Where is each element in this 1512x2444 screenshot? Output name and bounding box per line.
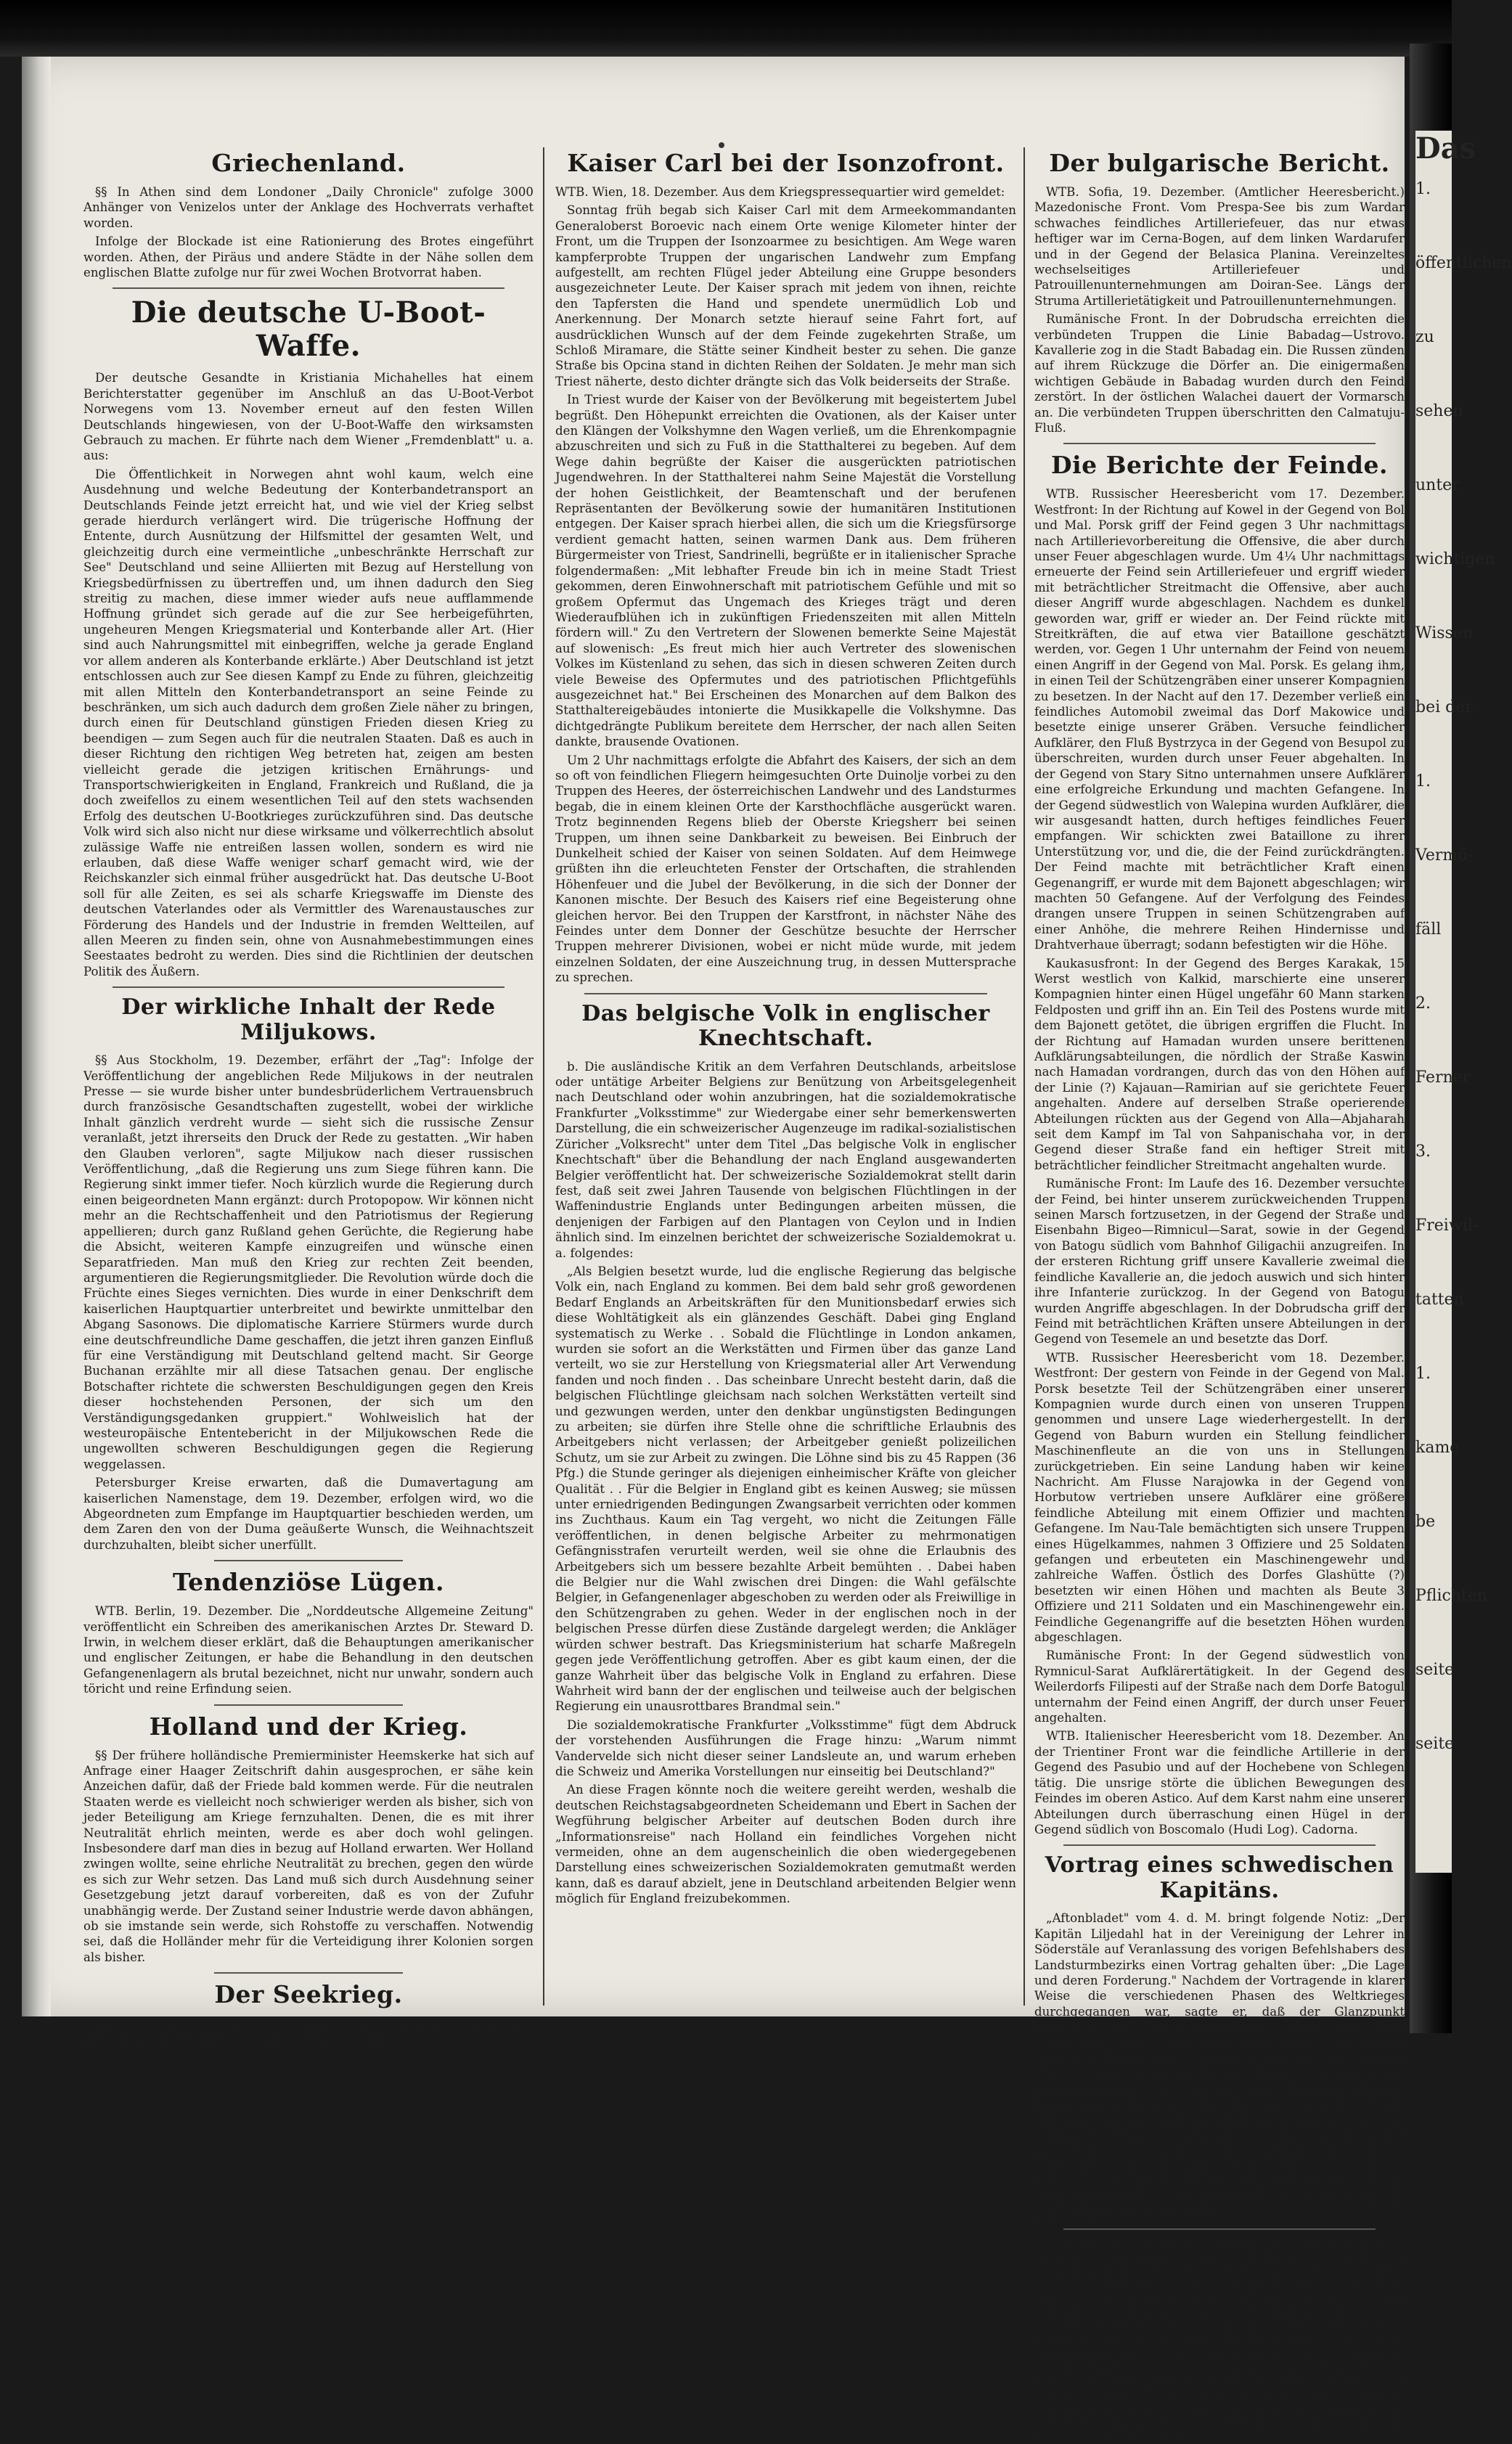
article-text: WTB. Russischer Heeresbericht vom 18. Dezember. Westfront: Der gestern von Feinde in der Gegend von Mal. Porsk besetzte Teil der Schützengräben einer unserer Kompagnien wurde durch einen von unseren Truppen genommen und unsere Lage wiederhergestellt. In der Gegend von Baburn wurden ein Stellung feindlicher Maschinenfleute an die von uns in Stellungen zurückgetrieben. Ein seine Landung haben wir keine Nachricht. Am Flusse Narajowka in der Gegend von Horbutow vertrieben unsere Aufklärer eine größere feindliche Abteilung mit einem Offizier und machten Gefangene. Im Nau-Tale bemächtigten sich unsere Truppen eines Hügelkammes, nahmen 3 Offiziere und 25 Soldaten gefangen und erbeuteten ein Maschinengewehr und zahlreiche Waffen. Östlich des Dorfes Glashütte (?) besetzten wir einen Höhen und machten als Beute 3 Offiziere und 211 Soldaten und ein Maschinengewehr ein. Feindliche Gegenangriffe auf die besetzten Höhen wurden abgeschlagen. bbox=[1034, 1350, 1405, 1645]
article-text: WTB. London, 19. Dezember. Nach einer Lloydsmeldung ist der portugiesische Dampfer „Cascais" versenkt worden. bbox=[83, 2016, 534, 2046]
edge-fragment: 2. bbox=[1415, 994, 1431, 1013]
headline-tendenz: Tendenziöse Lügen. bbox=[173, 1568, 444, 1597]
article-text: Rumänische Front. In der Dobrudscha erreichten die verbündeten Truppen die Linie Babadag—Ustrovo. Kavallerie zog in die Stadt Babadag ein. Die Russen zünden auf ihrem Rückzuge die Dörfer an. Die einigermaßen wichtigen Gebäude in Babadag wurden durch den Feind zerstört. In der östlichen Walachei dauert der Vormarsch an. Die verbündeten Truppen überschritten den Calmatuju-Fluß. bbox=[1034, 312, 1405, 436]
headline-uboot: Die deutsche U-Boot-Waffe. bbox=[131, 295, 486, 364]
newspaper-page bbox=[22, 57, 1405, 2444]
section-divider bbox=[113, 287, 504, 289]
section-divider bbox=[113, 986, 504, 988]
article-text: Der deutsche Gesandte in Kristiania Michahelles hat einem Berichterstatter gegenüber im Anschluß an das U-Boot-Verbot Norwegens vom 13. November erneut auf den festen Willen Deutschlands hingewiesen, von der U-Boot-Waffe den wirksamsten Gebrauch zu machen. Er führte nach dem Wiener „Fremdenblatt" u. a. aus: bbox=[83, 371, 534, 463]
article-text: Petersburger Kreise erwarten, daß die Dumavertagung am kaiserlichen Namenstage, dem 19. Dezember, erfolgen wird, wo die Abgeordneten zum Empfange im Hauptquartier beschieden werden, um dem Zaren den von der Duma geäußerte Wunsch, die Weihnachtszeit durchzuhalten, bleibt sicher unerfüllt. bbox=[83, 1476, 534, 1552]
edge-fragment: zu bbox=[1415, 328, 1434, 346]
section-divider bbox=[214, 1704, 403, 1706]
edge-fragment: Pflichten bbox=[1415, 1587, 1488, 1605]
edge-fragment: Vermö- bbox=[1415, 846, 1473, 865]
column-rule-2 bbox=[1023, 147, 1025, 2006]
edge-text-lines bbox=[1415, 179, 1512, 1755]
headline-griechenland: Griechenland. bbox=[211, 149, 406, 177]
headline-holland: Holland und der Krieg. bbox=[149, 1712, 468, 1741]
article-text: Die sozialdemokratische Frankfurter „Volksstimme" fügt dem Abdruck der vorstehenden Ausführungen die Frage hinzu: „Warum nimmt Vandervelde sich nicht dieser seiner Landsleute an, und warum erheben die Schweiz und Amerika Vorstellungen nur einseitig bei Deutschland?" bbox=[555, 1717, 1016, 1778]
article-text: In Triest wurde der Kaiser von der Bevölkerung mit begeistertem Jubel begrüßt. Den Höhepunkt erreichten die Ovationen, als der Kaiser unter den Klängen der Volkshymne den Wagen verließ, um die Ehrenkompagnie abzuschreiten und sich zu Fuß in die Statthalterei zu begeben. Auf dem Wege dahin begrüßte der Kaiser die ausgerückten patriotischen Jugendwehren. In der Statthalterei nahm Seine Majestät die Vorstellung der hohen Geistlichkeit, der Beamtenschaft und der berufenen Repräsentanten der Bevölkerung sowie der humanitären Institutionen entgegen. Der Kaiser sprach hierbei allen, die sich um die Kriegsfürsorge verdient gemacht hatten, seinen warmen Dank aus. Dem früheren Bürgermeister von Triest, Sandrinelli, begrüßte er in italienischer Sprache folgendermaßen: „Mit lebhafter Freude bin ich in meine Stadt Triest gekommen, deren Einwohnerschaft mit patriotischem Gefühle und mit so großem Opfermut das Ungemach des Krieges trägt und deren Wiederaufblühen ich in zukünftigen Friedenszeiten mit allen Mitteln fördern will." Zu den Vertretern der Slowenen bemerkte Seine Majestät auf slowenisch: „Es freut mich hier auch Vertreter des slowenischen Volkes im Küstenland zu sehen, das sich in diesen schweren Zeiten durch viele Beweise des Opfermutes und des patriotischen Pflichtgefühls ausgezeichnet hat." Bei Erscheinen des Monarchen auf dem Balkon des Statthaltereigebäudes intonierte die Musikkapelle die Volkshymne. Das dichtgedrängte Publikum bereitete dem Herrscher, der nach allen Seiten dankte, brausende Ovationen. bbox=[555, 393, 1016, 749]
edge-fragment: 1. bbox=[1415, 1365, 1431, 1383]
edge-fragment: fäll bbox=[1415, 920, 1442, 939]
headline-miljukow: Der wirkliche Inhalt der Rede Miljukows. bbox=[121, 994, 496, 1045]
section-divider bbox=[584, 993, 987, 994]
article-text: WTB. Russischer Heeresbericht vom 17. Dezember. Westfront: In der Richtung auf Kowel in der Gegend von Bol und Mal. Porsk griff der Feind gegen 3 Uhr nachmittags nach Artillerievorbereitung die Offensive, die aber durch unser Feuer abgeschlagen wurde. Um 4¼ Uhr nachmittags erneuerte der Feind sein Artilleriefeuer und ergriff wieder mit beträchtlicher Streitmacht die Offensive, aber auch dieser Angriff wurde abgeschlagen. Nachdem es dunkel geworden war, griff er wieder an. Der Feind rückte mit Streitkräften, die auf etwa vier Bataillone geschätzt werden, vor. Gegen 1 Uhr unternahm der Feind von neuem einen Angriff in der Gegend von Mal. Porsk. Es gelang ihm, in einen Teil der Schützengräben einer unserer Kompagnien zu besetzen. In der Nacht auf den 17. Dezember verließ ein feindliches Automobil zweimal das Dorf Makowice und besetzte einige unserer Gräben. Versuche feindlicher Aufklärer, den Fluß Bystrzyca in der Gegend von Besupol zu überschreiten, wurden durch unser Feuer abgehalten. In der Gegend von Stary Sitno unternahmen unsere Aufklärer eine erfolgreiche Erkundung und machten Gefangene. In der Gegend südwestlich von Walepina wurden Aufklärer, die wir ausgesandt hatten, durch heftiges feindliches Feuer empfangen. Wir schickten zwei Bataillone zu ihrer Unterstützung vor, und die, die der Feind zurückdrängten. Der Feind machte mit beträchtlicher Kraft einen Gegenangriff, er wurde mit dem Bajonett abgeschlagen; wir machten 50 Gefangene. Auf der Verfolgung des Feindes drangen unsere Truppen in seinen Schützengraben auf einer Anhöhe, die mehrere Reihen Hindernisse und Drahtverhaue überragt; sodann befestigten wir die Höhe. bbox=[1034, 487, 1405, 952]
edge-fragment: seite bbox=[1415, 1661, 1455, 1679]
edge-fragment: bei der bbox=[1415, 698, 1473, 716]
article-text: §§ In Athen sind dem Londoner „Daily Chronicle" zufolge 3000 Anhänger von Venizelos unter der Anklage des Hochverrats verhaftet worden. bbox=[83, 184, 534, 230]
article-text: Kaukasusfront: In der Gegend des Berges Karakak, 15 Werst westlich von Kalkid, marschierte eine unserer Kompagnien hinter einen Hügel ungefähr 60 Mann starken Feldposten und griff ihn an. Ein Teil des Postens wurde mit dem Bajonett getötet, die übrigen ergriffen die Flucht. In der Richtung auf Hamadan wurden unsere berittenen Aufklärungsabteilungen, die nördlich der Straße Kaswin nach Hamadan vordrangen, durch das von den Höhen auf der Linie (?) Kajauan—Ramirian auf sie gerichtete Feuer angehalten. Andere auf derselben Straße operierende Abteilungen rückten aus der Gegend von Alla—Abjaharah seit dem Kampf im Tal von Sahpanischaha vor, in der Gegend dieser Straße fand ein heftiger Streit mit beträchtlicher feindlicher Streitmacht angehalten wurde. bbox=[1034, 956, 1405, 1172]
edge-fragment: Wissen bbox=[1415, 624, 1474, 642]
edge-fragment: Ferner bbox=[1415, 1068, 1471, 1087]
edge-fragment: tatten bbox=[1415, 1291, 1464, 1309]
article-text: Rumänische Front: Im Laufe des 16. Dezember versuchte der Feind, bei hinter unserem zurückweichenden Truppen seinen Marsch fortzusetzen, in der Gegend der Straße und Eisenbahn Bigeo—Rimnicul—Sarat, sowie in der Gegend von Batogu südlich vom Bahnhof Giligachii anzugreifen. In der ersteren Richtung griff unsere Kavallerie zweimal die feindliche Kavallerie an, die jedoch auswich und sich hinter ihre Infanterie zurückzog. In der Gegend von Batogu wurden Angriffe abgeschlagen. In der Dobrudscha griff der Feind mit beträchtlichen Kräften unsere Abteilungen in der Gegend von Tesemele an und besetzte das Dorf. bbox=[1034, 1177, 1405, 1346]
edge-fragment: be bbox=[1415, 1513, 1436, 1531]
section-divider bbox=[1063, 1844, 1376, 1846]
edge-fragment: 1. bbox=[1415, 180, 1431, 198]
edge-fragment: Freiwil- bbox=[1415, 1217, 1479, 1235]
column-2 bbox=[555, 144, 1016, 1987]
headline-feinde: Die Berichte der Feinde. bbox=[1051, 451, 1388, 480]
article-text: Die Öffentlichkeit in Norwegen ahnt wohl kaum, welch eine Ausdehnung und welche Bedeutung der Konterbandetransport an Deutschlands Feinde jetzt erreicht hat, und wie viel der Krieg selbst gerade hierdurch verlängert wird. Die trügerische Hoffnung der Entente, durch Ausnützung der Hilfsmittel der gesamten Welt, und gleichzeitig durch eine vermeintliche „unbeschränkte Herrschaft zur See" Deutschland und seine Alliierten mit Bezug auf Herstellung von Kriegsbedürfnissen zu übertreffen und, um ihnen dadurch den Sieg streitig zu machen, diese immer wieder aufs neue aufflammende Hoffnung gründet sich gerade auf die zur See herbeigeführten, ungeheuren Mengen Kriegsmaterial und Konterbande aller Art. (Hier sind auch Nahrungsmittel mit einbegriffen, welche ja gerade England vor allem anderen als Konterbande erklärte.) Aber Deutschland ist jetzt entschlossen auch zur See diesen Kampf zu Ende zu führen, gleichzeitig mit allen Mitteln den Konterbandetransport an seine Feinde zu beschränken, um sich auch dadurch dem großen Ziele näher zu bringen, durch einen für Deutschland günstigen Frieden diesen Krieg zu beendigen — zum Segen auch für die neutralen Staaten. Daß es auch in dieser Richtung den richtigen Weg betreten hat, zeigen am besten vielleicht gerade die jetzigen kritischen Ernährungs- und Transportschwierigkeiten in England, Frankreich und Rußland, die ja doch zweifellos zu einem wesentlichen Teil auf den stets wachsenden Erfolg des deutschen U-Bootkrieges zurückzuführen sind. Das deutsche Volk wird sich also nicht nur diese wirksame und völkerrechtlich absolut zulässige Waffe nie entreißen lassen wollen, sondern es wird nie erlauben, daß diese Waffe weniger scharf gemacht wird, wie der Reichskanzler sich einmal früher ausgedrückt hat. Das deutsche U-Boot soll für alle Zeiten, es sei als scharfe Kriegswaffe im Dienste des deutschen Vaterlandes oder als Vermittler des Warenaustausches zur Förderung des Handels und der Industrie in fremden Weltteilen, auf allen Meeren zu finden sein, ohne von Ausnahmebestimmungen eines Seestaates bedroht zu werden. Dies sind die Richtlinien der deutschen Politik des Äußern. bbox=[83, 467, 534, 978]
page-fold-shadow bbox=[22, 57, 51, 2016]
edge-fragment: 3. bbox=[1415, 1143, 1431, 1161]
edge-fragment: 1. bbox=[1415, 772, 1431, 790]
section-divider bbox=[1063, 2228, 1376, 2230]
column-1 bbox=[83, 144, 534, 2046]
article-text: „Als Belgien besetzt wurde, lud die englische Regierung das belgische Volk ein, nach England zu kommen. Bei dem bald sehr groß gewordenen Bedarf Englands an Arbeitskräften für den Munitionsbedarf erwies sich diese Wohltätigkeit als ein glänzendes Geschäft. Dabei ging England systematisch zu Werke . . Sobald die Flüchtlinge in London ankamen, wurden sie sofort an die Werkstätten und Firmen über das ganze Land verteilt, wo sie zur Herstellung von Kriegsmaterial aller Art Verwendung fanden und noch finden . . Das scheinbare Unrecht besteht darin, daß die belgischen Flüchtlinge gleichsam nach solchen Werkstätten verteilt sind und gezwungen werden, unter den denkbar ungünstigsten Bedingungen zu arbeiten; sie dürfen ihre Stelle ohne die schriftliche Erlaubnis des Arbeitgebers nicht verlassen; der Arbeitgeber genießt polizeilichen Schutz, um sie zur Arbeit zu zwingen. Die Löhne sind bis zu 45 Rappen (36 Pfg.) die Stunde geringer als diejenigen einheimischer Kräfte von gleicher Qualität . . Für die Belgier in England gibt es keinen Ausweg; sie müssen unter erniedrigenden Bedingungen Zwangsarbeit verrichten oder kommen ins Zuchthaus. Kaum ein Tag vergeht, wo nicht die Zeitungen Fälle veröffentlichen, in denen belgische Arbeiter zu mehrmonatigen Gefängnisstrafen verurteilt werden, weil sie ohne die Erlaubnis des Arbeitgebers sich um bessere bezahlte Arbeit bemühten . . Dabei haben die Belgier nur die Wahl zwischen drei Dingen: die Wahl gefälschte Belgier, in Gefangenenlager abgeschoben zu werden oder als Freiwillige in den Schützengraben zu gehen. Weder in der englischen noch in der belgischen Presse dürfen diese Zustände dargelegt werden; die Ankläger würden schwer bestraft. Das Kriegsministerium hat scharfe Maßregeln gegen jede Veröffentlichung getroffen. Aber es gibt kaum einen, der die ganze Wahrheit über das belgische Volk in England zu erfahren. Diese Wahrheit wird bann der der englischen und teilweise auch der belgischen Regierung ein unausrottbares Brandmal sein." bbox=[555, 1264, 1016, 1714]
article-text: §§ Der frühere holländische Premierminister Heemskerke hat sich auf Anfrage einer Haager Zeitschrift dahin ausgesprochen, er sähe kein Anzeichen dafür, daß der Friede bald kommen werde. Für die neutralen Staaten werde es vielleicht noch schwieriger werden als bisher, sich von jeder Beteiligung am Kriege fernzuhalten. Denen, die es mit ihrer Neutralität ehrlich meinten, werde es aber doch wohl gelingen. Insbesondere darf man dies in bezug auf Holland erwarten. Wer Holland zwingen wollte, seine ehrliche Neutralität zu brechen, gegen den würde es sich zur Wehr setzen. Das Land muß sich durch Ausdehnung seiner Gesetzgebung jetzt darauf vorbereiten, daß es von der Zufuhr unabhängig werde. Der Zustand seiner Industrie werde davon abhängen, ob sie imstande sein werde, sich Rohstoffe zu verschaffen. Notwendig sei, daß die Holländer mehr für die Verteidigung ihrer Kolonien sorgen als bisher. bbox=[83, 1748, 534, 1964]
article-text: An diese Fragen könnte noch die weitere gereiht werden, weshalb die deutschen Reichstagsabgeordneten Scheidemann und Ebert in Sachen der Wegführung belgischer Arbeiter auf deutschen Boden durch ihre „Informationsreise" nach Holland ein feindliches Vorgehen nicht vermeiden, ohne an dem augenscheinlich die oben wiedergegebenen Darstellung eines schweizerischen Sozialdemokraten gemutmaßt werden kann, daß es darauf abzielt, jene in Deutschland arbeitenden Belgier wenn möglich für England freizubekommen. bbox=[555, 1783, 1016, 1906]
column-3 bbox=[1034, 144, 1405, 2444]
edge-fragment: seite bbox=[1415, 1735, 1455, 1753]
article-text: Um 2 Uhr nachmittags erfolgte die Abfahrt des Kaisers, der sich an dem so oft von feindlichen Fliegern heimgesuchten Orte Duinolje vorbei zu den Truppen des Heeres, der österreichischen Landwehr und des Landsturmes begab, die in einem kleinen Orte der Karsthochfläche ausgerückt waren. Trotz beginnenden Regens blieb der Oberste Kriegsherr bei seinen Truppen, um ihnen seine Dankbarkeit zu beweisen. Bei Einbruch der Dunkelheit schied der Kaiser von seinen Soldaten. Auf dem Heimwege grüßten ihn die erleuchteten Fenster der Ortschaften, die strahlenden Höhenfeuer und die Jubel der Bevölkerung, in die sich der Donner der Kanonen mischte. Der Besuch des Kaisers rief eine Begeisterung ohne gleichen hervor. Bei den Truppen der Karstfront, in nächster Nähe des Feindes unter dem Donner der Geschütze besuchte der Herrscher Truppen mehrerer Divisionen, wobei er nicht müde wurde, mit jedem einzelnen Soldaten, der eine Auszeichnung trug, in dessen Muttersprache zu sprechen. bbox=[555, 753, 1016, 985]
article-text: b. Die ausländische Kritik an dem Verfahren Deutschlands, arbeitslose oder untätige Arbeiter Belgiens zur Benützung von Arbeitsgelegenheit nach Deutschland oder wohin anzubringen, hat die sozialdemokratische Frankfurter „Volksstimme" zur Wiedergabe einer sehr bemerkenswerten Darstellung, die ein schweizerischer Augenzeuge im radikal-sozialistischen Züricher „Volksrecht" unter dem Titel „Das belgische Volk in englischer Knechtschaft" über die Behandlung der nach England ausgewanderten Belgier veröffentlicht hat. Der schweizerische Sozialdemokrat stellt darin fest, daß seit zwei Jahren Tausende von belgischen Flüchtlingen in der Waffenindustrie Englands unter Bedingungen arbeiten müssen, die denjenigen der Farbigen auf den Plantagen von Ceylon und in Indien ähnlich sind. Im einzelnen berichtet der schweizerische Sozialdemokrat u. a. folgendes: bbox=[555, 1059, 1016, 1260]
edge-fragment: öffentlichen bbox=[1415, 254, 1512, 272]
section-divider bbox=[1063, 443, 1376, 444]
section-divider bbox=[214, 1560, 403, 1561]
article-text: Sonntag früh begab sich Kaiser Carl mit dem Armeekommandanten Generaloberst Boroevic nach einem Orte wenige Kilometer hinter der Front, um die Truppen der Isonzoarmee zu besichtigen. Am Wege waren kampferprobte Truppen der ungarischen Landwehr zum Empfang aufgestellt, am rechten Flügel jeder Abteilung eine Gruppe besonders ausgezeichneter Leute. Der Kaiser sprach mit jedem von ihnen, reichte den Tapfersten die Hand und spendete unermüdlich Lob und Anerkennung. Der Monarch setzte hierauf seine Fahrt fort, auf ausdrücklichen Wunsch auf der dem Feinde zugekehrten Straße, um Schloß Miramare, die Stätte seiner Kindheit bester zu sehen. Die ganze Straße bis Opcina stand in dichten Reihen der Soldaten. Je mehr man sich Triest näherte, desto dichter drängte sich das Volk beiderseits der Straße. bbox=[555, 203, 1016, 388]
scan-border-top bbox=[0, 0, 1452, 57]
article-text: WTB. Sofia, 19. Dezember. (Amtlicher Heeresbericht.) Mazedonische Front. Vom Prespa-See bis zum Wardar schwaches feindliches Artilleriefeuer, das nur etwas heftiger war im Cerna-Bogen, auf dem linken Wardarufer und in der Gegend der Belasica Planina. Vereinzeltes wechselseitiges Artilleriefeuer und Patrouillenunternehmungen am Doiran-See. Längs der Struma Artillerietätigkeit und Patrouillenunternehmungen. bbox=[1034, 184, 1405, 308]
headline-kaiser: Kaiser Carl bei der Isonzofront. bbox=[567, 149, 1005, 177]
article-text: Rumänische Front: In der Gegend südwestlich von Rymnicul-Sarat Aufklärertätigkeit. In der Gegend des Weilerdorfs Filipesti auf der Straße nach dem Dorfe Batogul unternahm der Feind einen Angriff, der durch unser Feuer angehalten. bbox=[1034, 1648, 1405, 1725]
headline-vortrag: Vortrag eines schwedischen Kapitäns. bbox=[1045, 1852, 1394, 1903]
edge-headline: Das bbox=[1415, 131, 1476, 165]
article-text: WTB. Berlin, 19. Dezember. Die „Norddeutsche Allgemeine Zeitung" veröffentlicht ein Schreiben des amerikanischen Arztes Dr. Steward D. Irwin, in welchem dieser erklärt, daß die Behauptungen amerikanischer und englischer Zeitungen, er habe die Behandlung in den deutschen Gefangenenlagern als brutal bezeichnet, nicht nur unwahr, sondern auch töricht und reine Erfindung seien. bbox=[83, 1604, 534, 1696]
headline-belgien: Das belgische Volk in englischer Knechtschaft. bbox=[581, 1000, 990, 1052]
article-text: WTB. Wien, 18. Dezember. Aus dem Kriegspressequartier wird gemeldet: bbox=[555, 184, 1005, 199]
footnote-text: * In einem bei E. S. Mittler u. Sohn in Berlin erschienenen Buch „Kriegsziele und Friedensaussichten" (25 Pf.) behandelt Adolf Sauer die gegenwärtigen wirtschaftlichen Verhältnisse der kriegführenden Mächte Deutschland, England, Frankreich, Italien, Rumänien, Rußland, Oesterreich-Ungarn, auf Grund der Tatsachen, die er nur authentische Zahlen bei seiner Beweisführung wählte. Diese statistischen Ziffern gewinnen eine ganz andere Bedeutung in Verbindung mit der Erörterung über die politische Lage und die Friedensaussichten. Der Verfasser weist nach, daß wir Deutsche keinerlei Veranlassung zur Schwarzseherei haben. Hans Stremann in derselben bei dem früheren Verlage erschienenen Schrift „Unser Kriegsziel" (Preis 50 Pf.) unter eingehender Gesichtspunkten ausgezeichnete Darstellung, was wir alles und wie viel wir in dem Kriege erreichen müssen, um die Zukunft Deutschlands und seine friedliche Entwicklung zu sichern. bbox=[1034, 2238, 1405, 2444]
edge-fragment: kame bbox=[1415, 1439, 1460, 1457]
edge-fragment: unter bbox=[1415, 476, 1460, 494]
edge-fragment: wichtigen bbox=[1415, 550, 1495, 568]
adjacent-page-edge bbox=[1415, 131, 1512, 1873]
article-text: §§ Aus Stockholm, 19. Dezember, erfährt der „Tag": Infolge der Veröffentlichung der angeblichen Rede Miljukows in der neutralen Presse — sie wurde bisher unter bundesbrüderlichem Vertrauensbruch durch französische Gesandtschaften zugestellt, wobei der wirkliche Inhalt gänzlich verdreht wurde — sieht sich die russische Zensur veranlaßt, jetzt ihrerseits den Druck der Rede zu gestatten. „Wir haben den Glauben verloren", sagte Miljukow nach dieser russischen Veröffentlichung, „daß die Regierung uns zum Siege führen kann. Die Regierung sinkt immer tiefer. Noch kürzlich wurde die Regierung durch einen beigeordneten Mann ergänzt: durch Protopopow. Wir können nicht mehr an die Rechtschaffenheit und den Patriotismus der Regierung appellieren; durch ganz Rußland gehen Gerüchte, die Regierung habe die Absicht, weiteren Kampfe einzugreifen und wünsche einen Separatfrieden. Man muß den Krieg zur rechten Zeit beenden, argumentieren die Regierungsmitglieder. Die Revolution würde doch die Früchte eines Sieges vernichten. Dies wurde in einer Denkschrift dem kaiserlichen Hauptquartier unterbreitet und bewirkte unmittelbar den Abgang Sasonows. Die diplomatische Karriere Stürmers wurde durch eine deutschfreundliche Dame geschaffen, die jetzt ihren ganzen Einfluß für eine Verständigung mit Deutschland geltend macht. Sir George Buchanan erzählte mir all diese Tatsachen genau. Der englische Botschafter richtete die schwersten Beschuldigungen gegen den Kreis dieser hochstehenden Personen, der sich um den Verständigungsgedanken gruppiert." Wohlweislich hat der westeuropäische Ententebericht in der Miljukowschen Rede die ungewollten schweren Beschuldigungen gegen die Regierung weggelassen. bbox=[83, 1053, 534, 1471]
headline-bulgar: Der bulgarische Bericht. bbox=[1049, 149, 1390, 177]
section-divider bbox=[214, 1972, 403, 1974]
column-rule-1 bbox=[543, 147, 544, 2006]
article-text: „Aftonbladet" vom 4. d. M. bringt folgende Notiz: „Der Kapitän Liljedahl hat in der Vereinigung der Lehrer in Söderstäle auf Veranlassung des vorigen Befehlshabers des Landsturmbezirks einen Vortrag gehalten über: „Die Lage und deren Forderung." Nachdem der Vortragende in klarer Weise die verschiedenen Phasen des Weltkrieges durchgegangen war, sagte er, daß der Glanzpunkt desselben die Freiheitserklärung Polens von dem russischen Joch sei. Man könne weiter hoffen, daß in dem Maße die Finnen davon befreit werden, wie die von den Pforten abgehaltenen Völker der Ostsee, als welche die Ostseeprovinzen und Finnland, eine glänzende Zukunft beschieden sein würde. Der Redner sprach weiter die Hoffnung aus, daß nach dem Friedensschluß der mehrere europäische Staaten zusammenstehen würden, die in der Lage wären, zu verhindern, daß in Zukunft ein ähnlicher Krieg wieder entstehen könne. Ferner müsse man fordern, daß ganz schwedische Volk sich zusammenschließe, um die Regierung zu stützen, um gegebenenfalls das Recht und die Ehre Schwedens zu schützen. bbox=[1034, 1911, 1405, 2221]
article-text: Infolge der Blockade ist eine Rationierung des Brotes eingeführt worden. Athen, der Piräus und andere Städte in der Nähe sollen dem englischen Blatte zufolge nur für zwei Wochen Brotvorrat haben. bbox=[83, 234, 534, 279]
article-text: WTB. Italienischer Heeresbericht vom 18. Dezember. An der Trientiner Front war die feindliche Artillerie in der Gegend des Pasubio und auf der Hochebene von Schlegen tätig. Die unsrige störte die üblichen Bewegungen des Feindes im oberen Astico. Auf dem Karst nahm eine unserer Abteilungen durch überraschung einen Hügel in der Gegend südlich von Boscomalo (Hudi Log). Cadorna. bbox=[1034, 1729, 1405, 1836]
headline-seekrieg: Der Seekrieg. bbox=[214, 1980, 403, 2009]
edge-fragment: sehen bbox=[1415, 402, 1463, 420]
